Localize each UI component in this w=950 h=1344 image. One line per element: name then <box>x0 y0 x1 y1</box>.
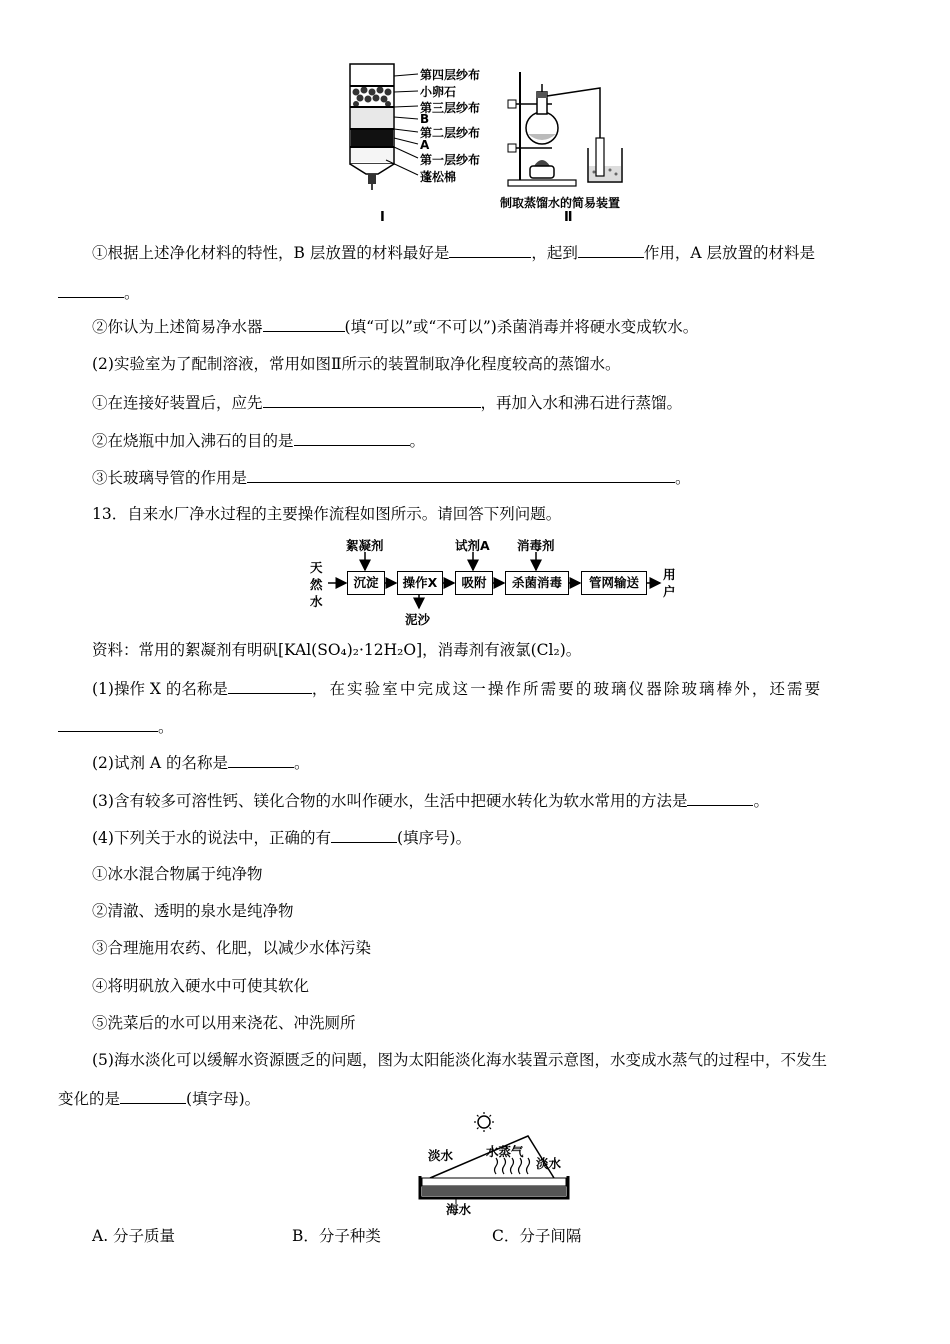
filter-label: 蓬松棉 <box>420 170 457 184</box>
flow-source-char: 天 <box>310 560 323 575</box>
answer-blank[interactable] <box>247 467 675 483</box>
answer-blank[interactable] <box>449 242 531 258</box>
caption-figure-II: Ⅱ <box>564 210 573 225</box>
filter-label: B <box>420 112 430 126</box>
q12-part1-cont: 。 <box>58 282 140 303</box>
filter-label: 第一层纱布 <box>420 153 481 167</box>
flow-step-pipeline: 管网输送 <box>581 571 647 595</box>
filter-label: 第四层纱布 <box>420 68 481 82</box>
flow-input-disinfectant: 消毒剂 <box>517 538 555 553</box>
filter-label: 小卵石 <box>420 85 457 99</box>
q12-sub2: (2)实验室为了配制溶液，常用如图Ⅱ所示的装置制取净化程度较高的蒸馏水。 <box>92 355 621 373</box>
answer-blank[interactable] <box>263 316 345 332</box>
filter-label: 第三层纱布 <box>420 101 481 115</box>
flow-end-char: 户 <box>663 584 676 599</box>
q13-option: ②清澈、透明的泉水是纯净物 <box>92 902 294 920</box>
solar-label-vapor: 水蒸气 <box>486 1144 524 1159</box>
q12-sub2-1: ①在连接好装置后，应先 ，再加入水和沸石进行蒸馏。 <box>92 394 683 412</box>
caption-figure-I: Ⅰ <box>380 210 385 225</box>
q13-sub5: (5)海水淡化可以缓解水资源匮乏的问题，图为太阳能淡化海水装置示意图，水变成水蒸气的过程中，不发生 <box>92 1051 827 1069</box>
solar-desalination-figure <box>416 1112 576 1218</box>
caption-distillation-title: 制取蒸馏水的简易装置 <box>500 196 621 210</box>
q13-sub1: (1)操作 X 的名称是 ，在实验室中完成这一操作所需要的玻璃仪器除玻璃棒外，还需要 <box>92 680 823 698</box>
flow-input-reagent-a: 试剂A <box>455 538 490 553</box>
answer-blank[interactable] <box>263 392 481 408</box>
flow-step-adsorption: 吸附 <box>455 571 493 595</box>
q13-option: ①冰水混合物属于纯净物 <box>92 865 263 883</box>
answer-blank[interactable] <box>120 1088 186 1104</box>
q13-option: ④将明矾放入硬水中可使其软化 <box>92 977 310 995</box>
flow-source-char: 水 <box>310 594 323 609</box>
q12-sub2-2: ②在烧瓶中加入沸石的目的是 。 <box>92 432 426 450</box>
filter-label: A <box>420 138 430 152</box>
answer-blank[interactable] <box>58 716 158 732</box>
flow-step-operation-x: 操作X <box>397 571 443 595</box>
answer-blank[interactable] <box>687 790 753 806</box>
flow-end-char: 用 <box>663 567 676 582</box>
q13-sub5-cont: 变化的是 (填字母)。 <box>58 1090 261 1108</box>
answer-blank[interactable] <box>294 430 410 446</box>
answer-blank[interactable] <box>331 827 397 843</box>
answer-blank[interactable] <box>58 282 124 298</box>
q13-sub1-cont: 。 <box>58 716 174 737</box>
filter-label: 第二层纱布 <box>420 126 481 140</box>
flow-step-disinfection: 杀菌消毒 <box>505 571 569 595</box>
flow-source-char: 然 <box>310 577 323 592</box>
flow-step-sedimentation: 沉淀 <box>347 571 385 595</box>
choice-a[interactable]: A. 分子质量 <box>92 1227 176 1245</box>
solar-label-fresh-right: 淡水 <box>536 1156 562 1171</box>
q13-option: ⑤洗菜后的水可以用来浇花、冲洗厕所 <box>92 1014 356 1032</box>
q12-part1: ①根据上述净化材料的特性，B 层放置的材料最好是 ，起到 作用，A 层放置的材料是 <box>92 244 815 262</box>
figure-filter-and-distillation <box>330 62 660 230</box>
choice-c[interactable]: C．分子间隔 <box>492 1227 582 1245</box>
flow-output-sludge: 泥沙 <box>405 612 431 627</box>
flow-input-flocculant: 絮凝剂 <box>346 538 384 553</box>
q13-sub2: (2)试剂 A 的名称是 。 <box>92 754 310 772</box>
answer-blank[interactable] <box>228 678 312 694</box>
solar-label-seawater: 海水 <box>446 1202 472 1217</box>
q13-sub4: (4)下列关于水的说法中，正确的有 (填序号)。 <box>92 829 472 847</box>
q13-sub3: (3)含有较多可溶性钙、镁化合物的水叫作硬水，生活中把硬水转化为软水常用的方法是 。 <box>92 792 769 810</box>
q12-sub2-3: ③长玻璃导管的作用是 。 <box>92 469 691 487</box>
answer-blank[interactable] <box>578 242 644 258</box>
choice-b[interactable]: B．分子种类 <box>292 1227 381 1245</box>
q13-option: ③合理施用农药、化肥，以减少水体污染 <box>92 939 372 957</box>
solar-label-fresh-left: 淡水 <box>428 1148 454 1163</box>
water-treatment-flowchart <box>306 536 696 628</box>
answer-blank[interactable] <box>228 752 294 768</box>
q12-part2: ②你认为上述简易净水器 (填“可以”或“不可以”)杀菌消毒并将硬水变成软水。 <box>92 318 699 336</box>
q13-material: 资料：常用的絮凝剂有明矾[KAl(SO₄)₂·12H₂O]，消毒剂有液氯(Cl₂)。 <box>92 641 582 659</box>
q13-title: 13．自来水厂净水过程的主要操作流程如图所示。请回答下列问题。 <box>92 505 562 523</box>
